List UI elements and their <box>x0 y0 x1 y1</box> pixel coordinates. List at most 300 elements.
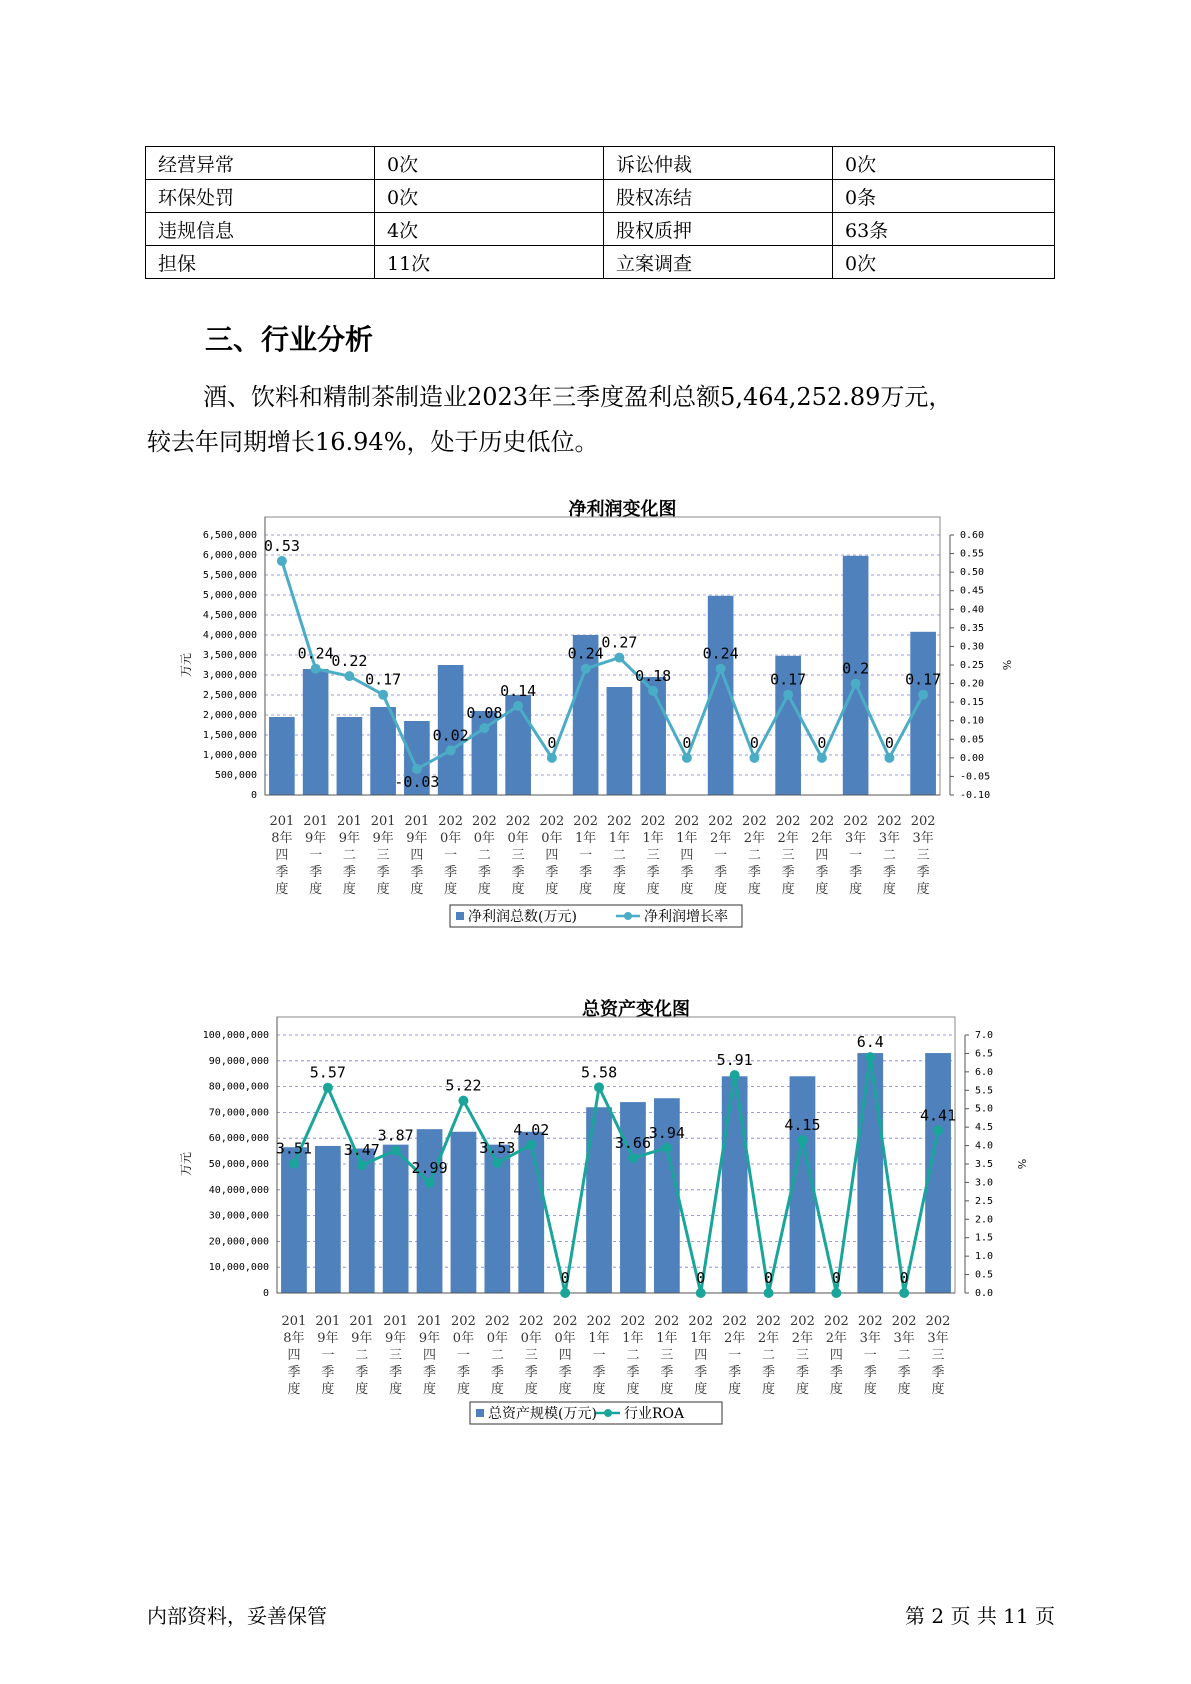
x-tick-label: 三 <box>795 1348 809 1363</box>
legend-entry: 净利润增长率 <box>644 909 728 925</box>
x-tick-label: 季 <box>423 1365 437 1380</box>
x-tick-label: 202 <box>674 814 700 829</box>
data-label: 0 <box>764 1269 774 1287</box>
data-label: 0.14 <box>500 681 537 700</box>
y2-tick-label: 2.5 <box>975 1195 994 1207</box>
chart-title: 净利润变化图 <box>568 499 677 520</box>
line-point <box>425 1178 435 1188</box>
line-point <box>918 690 928 700</box>
y-tick-label: 3,500,000 <box>202 650 257 661</box>
x-tick-label: 9年 <box>351 1331 373 1346</box>
data-label: 5.57 <box>309 1063 346 1082</box>
x-tick-label: 季 <box>410 865 424 880</box>
x-tick-label: 四 <box>815 848 829 863</box>
x-tick-label: 二 <box>897 1348 911 1363</box>
y-tick-label: 40,000,000 <box>208 1184 269 1196</box>
x-tick-label: 202 <box>925 1314 951 1329</box>
x-tick-label: 季 <box>626 1365 640 1380</box>
chart-title: 总资产变化图 <box>582 999 690 1020</box>
x-tick-label: 季 <box>342 865 356 880</box>
data-label: 0.17 <box>770 670 807 689</box>
line-point <box>289 1159 299 1169</box>
y2-tick-label: 0.40 <box>960 604 985 616</box>
x-tick-label: 季 <box>916 865 930 880</box>
x-tick-label: 度 <box>579 882 593 897</box>
x-tick-label: 季 <box>781 865 795 880</box>
x-tick-label: 一 <box>444 848 458 863</box>
net-profit-chart <box>0 485 1191 935</box>
data-label: 4.02 <box>513 1120 550 1139</box>
table-cell: 0次 <box>833 147 1055 180</box>
footer-page-number: 第 2 页 共 11 页 <box>905 1604 1055 1628</box>
x-tick-label: 度 <box>321 1382 335 1397</box>
x-tick-label: 202 <box>438 814 464 829</box>
line-point <box>797 1135 807 1145</box>
y-tick-label: 3,000,000 <box>202 670 257 681</box>
x-tick-label: 201 <box>349 1314 375 1329</box>
x-tick-label: 季 <box>882 865 896 880</box>
x-tick-label: 一 <box>849 848 863 863</box>
x-tick-label: 三 <box>646 848 660 863</box>
x-tick-label: 度 <box>849 882 863 897</box>
y-tick-label: 2,000,000 <box>202 710 257 721</box>
data-label: 0.08 <box>466 704 503 723</box>
y-tick-label: 6,000,000 <box>202 550 257 561</box>
data-label: 0.24 <box>297 644 334 663</box>
data-label: 4.41 <box>919 1106 957 1125</box>
x-tick-label: 度 <box>275 882 289 897</box>
x-tick-label: 0年 <box>554 1331 576 1346</box>
x-tick-label: 二 <box>762 1348 776 1363</box>
x-tick-label: 季 <box>612 865 626 880</box>
x-tick-label: 度 <box>781 882 795 897</box>
total-assets-chart <box>0 985 1191 1435</box>
x-tick-label: 202 <box>518 1314 544 1329</box>
x-tick-label: 202 <box>552 1314 578 1329</box>
x-tick-label: 度 <box>714 882 728 897</box>
x-tick-label: 度 <box>355 1382 369 1397</box>
x-tick-label: 季 <box>309 865 323 880</box>
data-label: 4.15 <box>784 1116 821 1135</box>
line-point <box>492 1158 502 1168</box>
x-tick-label: 度 <box>477 882 491 897</box>
y-tick-label: 100,000,000 <box>202 1030 269 1041</box>
y2-tick-label: 0.60 <box>960 530 985 541</box>
data-label: 2.99 <box>411 1158 448 1177</box>
x-tick-label: 季 <box>660 1365 674 1380</box>
bar <box>518 1132 544 1293</box>
y2-tick-label: 6.5 <box>975 1048 994 1060</box>
line-point <box>749 753 759 763</box>
x-tick-label: 3年 <box>893 1331 915 1346</box>
y-tick-label: 80,000,000 <box>208 1081 269 1093</box>
legend-bar-swatch <box>456 912 464 920</box>
y-tick-label: 5,000,000 <box>202 590 257 601</box>
line-point <box>628 1153 638 1163</box>
y2-tick-label: 0.5 <box>975 1269 994 1281</box>
x-tick-label: 8年 <box>283 1331 305 1346</box>
y2-tick-label: 0.0 <box>975 1288 994 1299</box>
line-point <box>277 556 287 566</box>
x-tick-label: 202 <box>722 1314 748 1329</box>
line-point <box>594 1082 604 1092</box>
table-cell: 诉讼仲裁 <box>604 147 833 180</box>
data-label: 0.17 <box>905 670 942 689</box>
y2-tick-label: 0.15 <box>960 697 985 709</box>
y-tick-label: 70,000,000 <box>208 1107 269 1119</box>
table-cell: 经营异常 <box>146 147 375 180</box>
x-tick-label: 2年 <box>724 1331 746 1346</box>
bar <box>370 707 396 795</box>
x-tick-label: 季 <box>931 1365 945 1380</box>
line-point <box>716 664 726 674</box>
x-tick-label: 9年 <box>317 1331 339 1346</box>
x-tick-label: 度 <box>592 1382 606 1397</box>
line-point <box>458 1096 468 1106</box>
x-tick-label: 度 <box>829 1382 843 1397</box>
data-label: 0 <box>560 1269 570 1287</box>
x-tick-label: 202 <box>756 1314 781 1329</box>
x-tick-label: 2年 <box>811 831 833 846</box>
x-tick-label: 202 <box>471 814 497 829</box>
x-tick-label: 二 <box>626 1348 640 1363</box>
x-tick-label: 一 <box>579 848 593 863</box>
y2-tick-label: -0.10 <box>960 790 991 801</box>
x-tick-label: 二 <box>342 848 356 863</box>
x-tick-label: 1年 <box>608 831 631 846</box>
x-tick-label: 度 <box>916 882 930 897</box>
data-label: 0 <box>547 733 557 752</box>
y2-tick-label: 6.0 <box>975 1066 994 1078</box>
x-tick-label: 三 <box>916 848 930 863</box>
x-tick-label: 四 <box>694 1348 708 1363</box>
table-cell: 4次 <box>375 213 604 246</box>
data-label: 0.53 <box>263 537 300 555</box>
x-tick-label: 201 <box>336 814 362 829</box>
line-point <box>764 1288 774 1298</box>
line-point <box>899 1288 909 1298</box>
x-tick-label: 3年 <box>844 831 867 846</box>
x-tick-label: 201 <box>404 814 430 829</box>
x-tick-label: 季 <box>355 1365 369 1380</box>
x-tick-label: 季 <box>762 1365 776 1380</box>
x-tick-label: 度 <box>558 1382 572 1397</box>
x-tick-label: 度 <box>376 882 390 897</box>
x-tick-label: 度 <box>931 1382 945 1397</box>
y-tick-label: 30,000,000 <box>208 1210 269 1222</box>
table-row <box>146 246 1055 279</box>
y-tick-label: 2,500,000 <box>202 690 257 701</box>
x-tick-label: 2年 <box>743 831 766 846</box>
data-label: 0.24 <box>567 644 604 663</box>
y-tick-label: 0 <box>262 1288 269 1299</box>
x-tick-label: 二 <box>747 848 761 863</box>
table-cell: 63条 <box>833 213 1055 246</box>
x-tick-label: 四 <box>545 848 559 863</box>
line-point <box>817 753 827 763</box>
x-tick-label: 9年 <box>304 831 327 846</box>
table-row <box>146 180 1055 213</box>
line-point <box>730 1070 740 1080</box>
data-label: 0.02 <box>432 726 469 745</box>
bar <box>857 1053 883 1293</box>
x-tick-label: 二 <box>882 848 896 863</box>
table-cell: 股权冻结 <box>604 180 833 213</box>
x-tick-label: 0年 <box>520 1331 542 1346</box>
y2-tick-label: 0.55 <box>960 548 985 560</box>
x-tick-label: 度 <box>762 1382 776 1397</box>
x-tick-label: 202 <box>640 814 666 829</box>
line-point <box>581 664 591 674</box>
x-tick-label: 一 <box>456 1348 470 1363</box>
bar <box>269 717 295 795</box>
x-tick-label: 季 <box>714 865 728 880</box>
line-point <box>357 1160 367 1170</box>
x-tick-label: 度 <box>646 882 660 897</box>
x-tick-label: 一 <box>309 848 323 863</box>
y2-tick-label: -0.05 <box>960 771 991 783</box>
x-tick-label: 3年 <box>859 1331 881 1346</box>
x-tick-label: 度 <box>287 1382 301 1397</box>
data-label: 5.22 <box>445 1076 482 1095</box>
y2-tick-label: 7.0 <box>975 1030 994 1041</box>
x-tick-label: 0年 <box>452 1331 475 1346</box>
x-tick-label: 季 <box>592 1365 606 1380</box>
data-label: 3.94 <box>648 1123 685 1142</box>
data-label: 0.18 <box>635 667 672 685</box>
data-label: 0 <box>749 733 759 752</box>
bar <box>383 1145 409 1293</box>
x-tick-label: 度 <box>309 882 323 897</box>
y2-tick-label: 0.20 <box>960 678 985 690</box>
x-tick-label: 3年 <box>912 831 934 846</box>
x-tick-label: 季 <box>747 865 761 880</box>
data-label: 3.66 <box>614 1134 652 1153</box>
line-point <box>662 1143 672 1153</box>
y-tick-label: 50,000,000 <box>208 1159 269 1170</box>
y-tick-label: 6,500,000 <box>202 530 257 541</box>
x-tick-label: 度 <box>389 1382 403 1397</box>
x-tick-label: 9年 <box>385 1331 407 1346</box>
data-label: 3.87 <box>377 1126 414 1145</box>
data-label: 0.22 <box>331 652 368 671</box>
x-tick-label: 季 <box>863 1365 877 1380</box>
y2-tick-label: 0.00 <box>960 752 985 764</box>
data-label: 5.91 <box>716 1051 753 1070</box>
x-tick-label: 季 <box>444 865 458 880</box>
x-tick-label: 三 <box>524 1348 538 1363</box>
x-tick-label: 三 <box>511 848 525 863</box>
y2-tick-label: 0.25 <box>960 660 985 671</box>
x-tick-label: 201 <box>370 814 396 829</box>
data-label: 5.58 <box>580 1063 618 1082</box>
table-cell: 0条 <box>833 180 1055 213</box>
x-tick-label: 202 <box>843 814 869 829</box>
data-label: 3.53 <box>479 1138 516 1157</box>
x-tick-label: 9年 <box>418 1331 441 1346</box>
x-tick-label: 202 <box>876 814 902 829</box>
y-tick-label: 4,500,000 <box>202 610 257 621</box>
y-tick-label: 5,500,000 <box>202 570 257 581</box>
line-point <box>851 679 861 689</box>
y2-tick-label: 0.50 <box>960 567 985 579</box>
x-tick-label: 度 <box>660 1382 674 1397</box>
x-tick-label: 季 <box>389 1365 403 1380</box>
x-tick-label: 3年 <box>878 831 901 846</box>
y-tick-label: 1,000,000 <box>202 750 257 761</box>
footer-confidential-note: 内部资料，妥善保管 <box>147 1604 327 1628</box>
bar <box>417 1129 443 1293</box>
x-tick-label: 1年 <box>656 1331 678 1346</box>
x-tick-label: 季 <box>275 865 289 880</box>
x-tick-label: 季 <box>680 865 694 880</box>
x-tick-label: 201 <box>383 1314 409 1329</box>
y2-axis-label: % <box>1015 1158 1028 1170</box>
x-tick-label: 9年 <box>372 831 394 846</box>
analysis-paragraph <box>147 375 1057 465</box>
y2-tick-label: 0.45 <box>960 585 985 597</box>
x-tick-label: 二 <box>355 1348 369 1363</box>
x-tick-label: 一 <box>592 1348 606 1363</box>
data-label: 0.27 <box>601 633 638 652</box>
x-tick-label: 季 <box>728 1365 742 1380</box>
x-tick-label: 一 <box>863 1348 877 1363</box>
y2-tick-label: 0.10 <box>960 715 985 727</box>
x-tick-label: 0年 <box>541 831 563 846</box>
line-point <box>479 723 489 733</box>
x-tick-label: 202 <box>688 1314 714 1329</box>
x-tick-label: 度 <box>456 1382 470 1397</box>
x-tick-label: 季 <box>849 865 863 880</box>
x-tick-label: 2年 <box>825 1331 847 1346</box>
x-tick-label: 9年 <box>406 831 428 846</box>
table-cell: 违规信息 <box>146 213 375 246</box>
x-tick-label: 8年 <box>271 831 293 846</box>
x-tick-label: 季 <box>490 1365 504 1380</box>
x-tick-label: 0年 <box>439 831 462 846</box>
x-tick-label: 0年 <box>486 1331 508 1346</box>
line-point <box>446 745 456 755</box>
line-point <box>614 653 624 663</box>
table-cell: 担保 <box>146 246 375 279</box>
x-tick-label: 季 <box>321 1365 335 1380</box>
table-row <box>146 213 1055 246</box>
line-point <box>378 690 388 700</box>
x-tick-label: 2年 <box>709 831 732 846</box>
x-tick-label: 202 <box>891 1314 917 1329</box>
x-tick-label: 度 <box>342 882 356 897</box>
x-tick-label: 202 <box>539 814 565 829</box>
legend-entry: 行业ROA <box>624 1406 685 1422</box>
x-tick-label: 202 <box>910 814 936 829</box>
x-tick-label: 四 <box>423 1348 437 1363</box>
x-tick-label: 202 <box>620 1314 646 1329</box>
table-cell: 环保处罚 <box>146 180 375 213</box>
line-point <box>513 701 523 711</box>
x-tick-label: 三 <box>931 1348 945 1363</box>
y2-tick-label: 3.5 <box>975 1159 994 1170</box>
x-tick-label: 三 <box>389 1348 403 1363</box>
risk-summary-table <box>145 146 1055 279</box>
x-tick-label: 三 <box>660 1348 674 1363</box>
x-tick-label: 202 <box>775 814 801 829</box>
y-tick-label: 0 <box>250 790 257 801</box>
bar <box>303 669 329 795</box>
x-tick-label: 度 <box>511 882 525 897</box>
x-tick-label: 202 <box>654 1314 680 1329</box>
x-tick-label: 二 <box>490 1348 504 1363</box>
bar <box>337 717 363 795</box>
x-tick-label: 度 <box>626 1382 640 1397</box>
data-label: 0.2 <box>842 659 870 678</box>
line-point <box>344 671 354 681</box>
x-tick-label: 202 <box>484 1314 510 1329</box>
x-tick-label: 四 <box>558 1348 572 1363</box>
table-cell: 0次 <box>833 246 1055 279</box>
x-tick-label: 季 <box>558 1365 572 1380</box>
x-tick-label: 1年 <box>642 831 664 846</box>
x-tick-label: 度 <box>747 882 761 897</box>
data-label: -0.03 <box>394 773 440 791</box>
bar <box>620 1102 646 1293</box>
line-point <box>783 690 793 700</box>
x-tick-label: 度 <box>545 882 559 897</box>
x-tick-label: 1年 <box>690 1331 712 1346</box>
x-tick-label: 0年 <box>473 831 496 846</box>
x-tick-label: 1年 <box>676 831 698 846</box>
data-label: 0 <box>682 733 692 752</box>
x-tick-label: 2年 <box>757 1331 780 1346</box>
x-tick-label: 度 <box>423 1382 437 1397</box>
x-tick-label: 202 <box>741 814 767 829</box>
data-label: 3.47 <box>343 1141 380 1160</box>
y2-tick-label: 1.0 <box>975 1251 994 1263</box>
line-point <box>648 686 658 696</box>
x-tick-label: 季 <box>795 1365 809 1380</box>
x-tick-label: 202 <box>790 1314 815 1329</box>
section-title: 三、行业分析 <box>205 323 374 356</box>
data-label: 3.51 <box>275 1139 313 1158</box>
y2-tick-label: 0.05 <box>960 734 985 746</box>
data-label: 0 <box>899 1269 909 1287</box>
line-point <box>682 753 692 763</box>
x-tick-label: 三 <box>781 848 795 863</box>
x-tick-label: 季 <box>646 865 660 880</box>
x-tick-label: 季 <box>545 865 559 880</box>
x-tick-label: 201 <box>417 1314 442 1329</box>
y2-tick-label: 5.0 <box>975 1103 994 1115</box>
x-tick-label: 季 <box>815 865 829 880</box>
x-tick-label: 一 <box>714 848 728 863</box>
x-tick-label: 度 <box>694 1382 708 1397</box>
line-point <box>547 753 557 763</box>
x-tick-label: 9年 <box>338 831 361 846</box>
x-tick-label: 季 <box>897 1365 911 1380</box>
x-tick-label: 202 <box>505 814 531 829</box>
x-tick-label: 季 <box>829 1365 843 1380</box>
data-label: 0 <box>696 1269 706 1287</box>
bar <box>451 1132 477 1293</box>
x-tick-label: 四 <box>275 848 289 863</box>
x-tick-label: 度 <box>680 882 694 897</box>
x-tick-label: 度 <box>612 882 626 897</box>
table-cell: 11次 <box>375 246 604 279</box>
y-tick-label: 1,500,000 <box>202 730 257 741</box>
x-tick-label: 1年 <box>588 1331 610 1346</box>
x-tick-label: 一 <box>321 1348 335 1363</box>
x-tick-label: 202 <box>451 1314 476 1329</box>
y2-tick-label: 0.35 <box>960 622 985 634</box>
